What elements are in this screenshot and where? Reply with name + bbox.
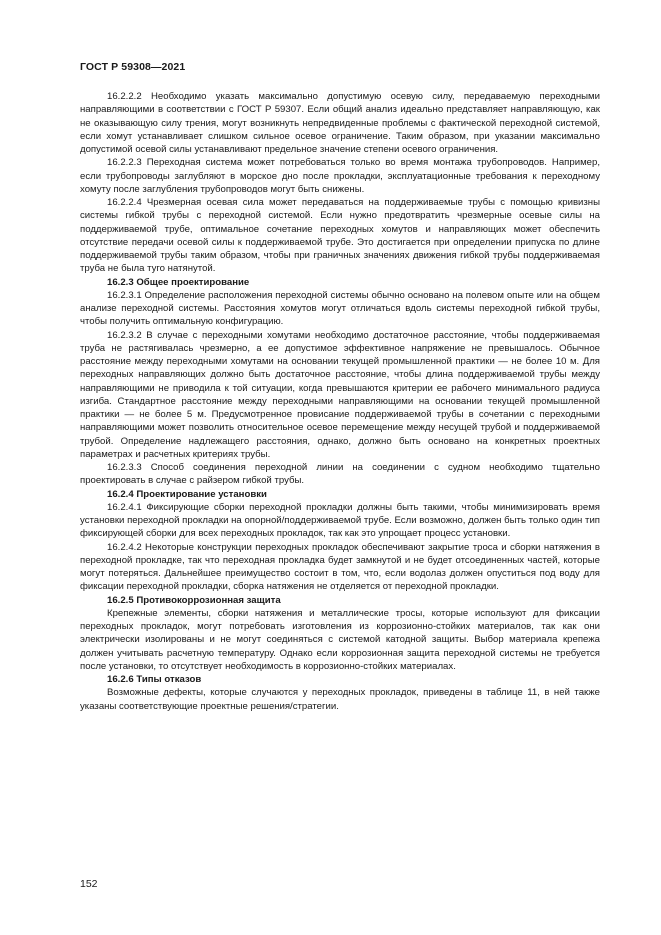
paragraph-16-2-2-2: 16.2.2.2 Необходимо указать максимально допустимую осевую силу, передаваемую переходными направляющими в соответствии с ГОСТ Р 59307. Если общий анализ идеально представляет направляющую, как не оказывающую силу трения, могут возникнуть непредвиденные проблемы с фактической переходной системой, если хомут устанавливает слишком сильное осевое ограничение. Таким образом, при указании максимально допустимой осевой силы устанавливают предельное значение степени осевого ограничения. bbox=[80, 91, 600, 155]
paragraph-16-2-4-2: 16.2.4.2 Некоторые конструкции переходных прокладок обеспечивают закрытие троса и сборки натяжения в переходной прокладке, так что переходная прокладка будет замкнутой и не будет отсоединенных частей, которые могут потеряться. Дальнейшее преимущество состоит в том, что, если водолаз должен опуститься под воду для фиксации переходной прокладки, сборка натяжения не отделяется от переходной прокладки. bbox=[80, 541, 600, 593]
section-heading-16-2-3: 16.2.3 Общее проектирование bbox=[107, 276, 250, 288]
paragraph-16-2-3-1: 16.2.3.1 Определение расположения переходной системы обычно основано на полевом опыте или на общем анализе переходной системы. Расстояния хомутов могут отличаться вдоль системы переходной гибкой трубы, чтобы получить оптимальную конфигурацию. bbox=[80, 289, 600, 328]
paragraph-16-2-4-1: 16.2.4.1 Фиксирующие сборки переходной прокладки должны быть такими, чтобы минимизировать время установки переходной прокладки на опорной/поддерживаемой трубе. Если возможно, должен быть только один тип фиксирующей сборки для всех переходных прокладок, так как это упрощает процесс установки. bbox=[80, 501, 600, 540]
paragraph-16-2-2-4: 16.2.2.4 Чрезмерная осевая сила может передаваться на поддерживаемые трубы с помощью кривизны системы гибкой трубы с переходной системой. Если нужно предотвратить чрезмерные осевые силы на поддерживаемой трубе, оптимальное сочетание переходных хомутов и направляющих может обеспечить отсутствие передачи осевой силы к поддерживаемой трубе. Это достигается при определении припуска по длине поддерживаемой трубы таким образом, чтобы при граничных значениях движения гибкой трубы поддерживаемая труба не была туго натянутой. bbox=[80, 197, 600, 275]
document-body bbox=[80, 90, 600, 713]
section-heading-16-2-6: 16.2.6 Типы отказов bbox=[107, 674, 202, 685]
section-heading-16-2-5: 16.2.5 Противокоррозионная защита bbox=[107, 594, 281, 606]
paragraph-16-2-5: Крепежные элементы, сборки натяжения и металлические тросы, которые используют для фиксации переходных прокладок, могут потребовать изготовления из коррозионно-стойких материалов, так как они электрически изолированы и не могут соединяться с системой катодной защиты. Выбор материала крепежа должен учитывать расчетную температуру. Однако если коррозионная защита переходной системы не требуется после установки, то отсутствует необходимость в коррозионно-стойких материалах. bbox=[80, 607, 600, 672]
paragraph-16-2-3-3: 16.2.3.3 Способ соединения переходной линии на соединении с судном необходимо тщательно проектировать в случае с райзером гибкой трубы. bbox=[80, 462, 600, 487]
standard-designation: ГОСТ Р 59308—2021 bbox=[80, 61, 186, 73]
paragraph-16-2-6: Возможные дефекты, которые случаются у переходных прокладок, приведены в таблице 11, в ней также указаны соответствующие проектные решения/стратегии. bbox=[80, 687, 600, 712]
section-heading-16-2-4: 16.2.4 Проектирование установки bbox=[107, 488, 267, 500]
paragraph-16-2-2-3: 16.2.2.3 Переходная система может потребоваться только во время монтажа трубопроводов. Например, если трубопроводы заглубляют в морское дно после прокладки, эксплуатационные требования к переходному хомуту после заглубления трубопроводов могут быть снижены. bbox=[80, 157, 600, 195]
page-number: 152 bbox=[80, 878, 98, 890]
paragraph-16-2-3-2: 16.2.3.2 В случае с переходными хомутами необходимо достаточное расстояние, чтобы поддерживаемая труба не растягивалась чрезмерно, а ее допустимое эффективное напряжение не превышалось. Обычное расстояние между переходными хомутами на основании текущей промышленной практики — не более 10 м. Для переходных направляющих должно быть достаточное расстояние, чтобы длина поддерживаемой трубы между направляющими не приводила к той ситуации, когда превышаются критерии ее рабочего минимального радиуса изгиба. Стандартное расстояние между переходными направляющими на основании текущей промышленной практики — не более 5 м. Предусмотренное провисание поддерживаемой трубы в сочетании с переходными направляющими может позволить относительное осевое перемещение между несущей трубой и поддерживаемой трубой. Определение надлежащего расстояния, однако, должно быть основано на конкретных проектных параметрах и расчетных критериях трубы. bbox=[80, 329, 600, 460]
